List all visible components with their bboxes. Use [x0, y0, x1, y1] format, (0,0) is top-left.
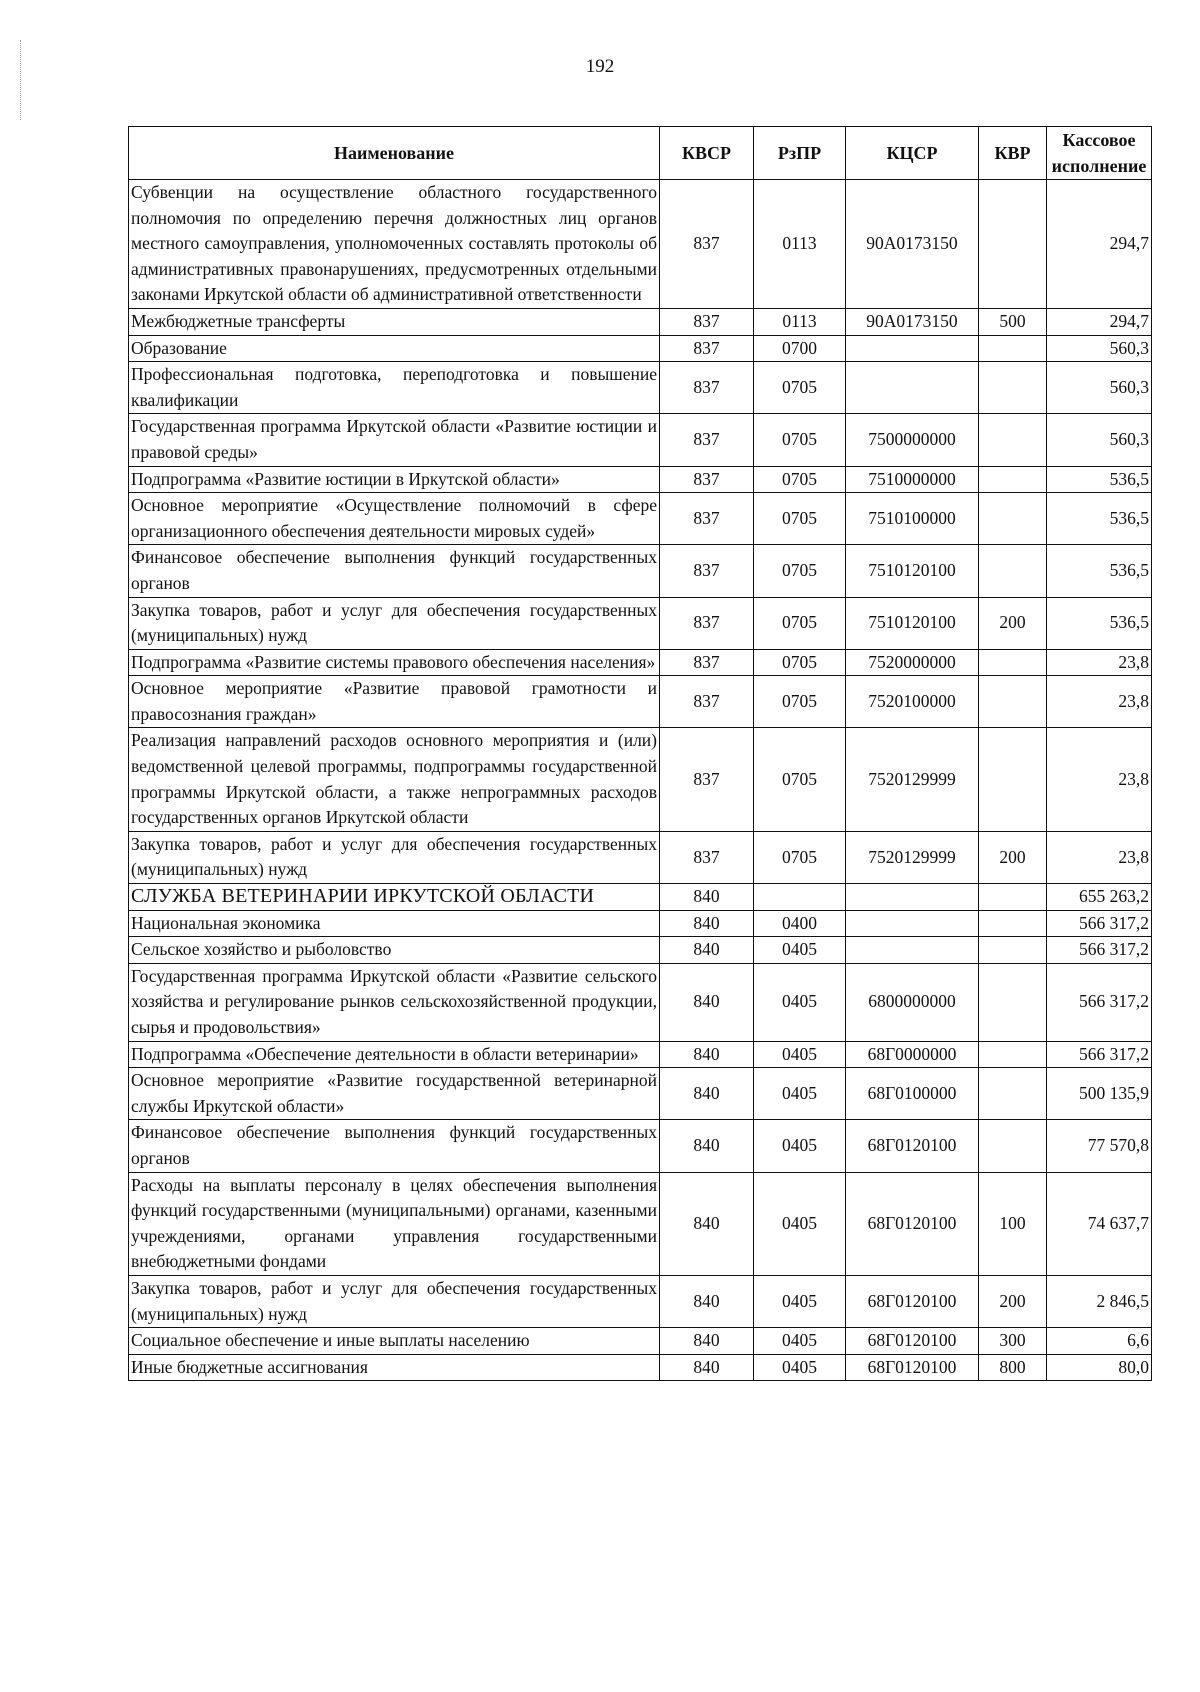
row-sum: 80,0: [1047, 1354, 1152, 1381]
row-name: Расходы на выплаты персоналу в целях обеспечения выполнения функций государственными (муниципальными) органами, казенными учреждениями, органами управления государственными внебюджетными фондами: [129, 1172, 660, 1275]
row-name: Основное мероприятие «Развитие правовой грамотности и правосознания граждан»: [129, 676, 660, 728]
table-row: [129, 831, 1152, 883]
row-kvr: [979, 335, 1047, 362]
table-body: [129, 180, 1152, 1381]
row-kcsr: 7510120100: [846, 597, 979, 649]
row-rzpr: 0405: [754, 963, 846, 1041]
row-name: Образование: [129, 335, 660, 362]
row-kvsr: 837: [660, 414, 754, 466]
table-row: [129, 1068, 1152, 1120]
row-rzpr: 0700: [754, 335, 846, 362]
row-sum: 566 317,2: [1047, 963, 1152, 1041]
row-kvsr: 840: [660, 1120, 754, 1172]
row-name: Финансовое обеспечение выполнения функций государственных органов: [129, 545, 660, 597]
row-rzpr: 0405: [754, 1068, 846, 1120]
table-row: [129, 362, 1152, 414]
row-rzpr: 0705: [754, 545, 846, 597]
header-sum: Кассовое исполнение: [1047, 127, 1152, 180]
row-name: Иные бюджетные ассигнования: [129, 1354, 660, 1381]
row-kvr: [979, 414, 1047, 466]
row-kcsr: [846, 910, 979, 937]
row-kcsr: 90А0173150: [846, 308, 979, 335]
row-rzpr: 0705: [754, 831, 846, 883]
row-sum: 566 317,2: [1047, 910, 1152, 937]
row-name: Субвенции на осуществление областного государственного полномочия по определению перечня должностных лиц органов местного самоуправления, уполномоченных составлять протоколы об административных правонарушениях, предусмотренных отдельными законами Иркутской области об административной ответственности: [129, 180, 660, 309]
table-row: [129, 1328, 1152, 1355]
header-rzpr: РзПР: [754, 127, 846, 180]
row-sum: 6,6: [1047, 1328, 1152, 1355]
row-name: Национальная экономика: [129, 910, 660, 937]
row-kcsr: 7520129999: [846, 831, 979, 883]
row-rzpr: 0705: [754, 362, 846, 414]
row-rzpr: 0705: [754, 649, 846, 676]
row-rzpr: 0405: [754, 1275, 846, 1327]
table-header-row: [129, 127, 1152, 180]
row-kvr: [979, 545, 1047, 597]
row-kcsr: 68Г0120100: [846, 1328, 979, 1355]
row-kvsr: 840: [660, 1354, 754, 1381]
row-kvr: 500: [979, 308, 1047, 335]
row-name: Профессиональная подготовка, переподготовка и повышение квалификации: [129, 362, 660, 414]
row-name: Социальное обеспечение и иные выплаты населению: [129, 1328, 660, 1355]
row-sum: 536,5: [1047, 466, 1152, 493]
row-sum: 23,8: [1047, 728, 1152, 831]
table-row: [129, 180, 1152, 309]
row-sum: 294,7: [1047, 180, 1152, 309]
row-kvr: [979, 884, 1047, 911]
row-rzpr: 0405: [754, 1328, 846, 1355]
row-name: Государственная программа Иркутской области «Развитие сельского хозяйства и регулирование рынков сельскохозяйственной продукции, сырья и продовольствия»: [129, 963, 660, 1041]
row-kvr: [979, 963, 1047, 1041]
row-kvsr: 837: [660, 597, 754, 649]
row-name: Подпрограмма «Развитие системы правового обеспечения населения»: [129, 649, 660, 676]
row-sum: 294,7: [1047, 308, 1152, 335]
scan-margin-marks: [20, 40, 23, 120]
table-row: [129, 1172, 1152, 1275]
header-kcsr: КЦСР: [846, 127, 979, 180]
row-sum: 77 570,8: [1047, 1120, 1152, 1172]
row-sum: 23,8: [1047, 831, 1152, 883]
table-row: [129, 308, 1152, 335]
table-row: [129, 937, 1152, 964]
row-kvsr: 837: [660, 335, 754, 362]
row-kvsr: 840: [660, 1068, 754, 1120]
row-kvr: [979, 466, 1047, 493]
row-sum: 2 846,5: [1047, 1275, 1152, 1327]
row-kvsr: 840: [660, 937, 754, 964]
row-name: Подпрограмма «Развитие юстиции в Иркутской области»: [129, 466, 660, 493]
row-kcsr: 7510100000: [846, 493, 979, 545]
row-rzpr: 0705: [754, 493, 846, 545]
row-kcsr: 68Г0120100: [846, 1172, 979, 1275]
row-kcsr: 7520100000: [846, 676, 979, 728]
row-kvr: 100: [979, 1172, 1047, 1275]
row-rzpr: 0113: [754, 180, 846, 309]
row-rzpr: [754, 884, 846, 911]
row-kcsr: 68Г0120100: [846, 1354, 979, 1381]
row-kvsr: 837: [660, 466, 754, 493]
row-kvr: 200: [979, 831, 1047, 883]
table-row: [129, 1354, 1152, 1381]
table-row: [129, 676, 1152, 728]
row-sum: 536,5: [1047, 545, 1152, 597]
row-sum: 536,5: [1047, 493, 1152, 545]
row-name: Государственная программа Иркутской области «Развитие юстиции и правовой среды»: [129, 414, 660, 466]
row-kvsr: 837: [660, 493, 754, 545]
row-rzpr: 0705: [754, 466, 846, 493]
row-sum: 566 317,2: [1047, 937, 1152, 964]
row-rzpr: 0405: [754, 1354, 846, 1381]
row-sum: 500 135,9: [1047, 1068, 1152, 1120]
header-name: Наименование: [129, 127, 660, 180]
row-kvr: 200: [979, 1275, 1047, 1327]
row-name: Закупка товаров, работ и услуг для обеспечения государственных (муниципальных) нужд: [129, 831, 660, 883]
row-kvsr: 840: [660, 1275, 754, 1327]
table-row: [129, 728, 1152, 831]
table-row: [129, 493, 1152, 545]
row-sum: 560,3: [1047, 414, 1152, 466]
row-kvsr: 837: [660, 362, 754, 414]
row-name: Финансовое обеспечение выполнения функций государственных органов: [129, 1120, 660, 1172]
row-kvr: [979, 910, 1047, 937]
row-kvsr: 837: [660, 545, 754, 597]
row-kvsr: 840: [660, 1041, 754, 1068]
table-row: [129, 910, 1152, 937]
row-name: Основное мероприятие «Осуществление полномочий в сфере организационного обеспечения деятельности мировых судей»: [129, 493, 660, 545]
row-kvsr: 840: [660, 1172, 754, 1275]
row-name: СЛУЖБА ВЕТЕРИНАРИИ ИРКУТСКОЙ ОБЛАСТИ: [129, 884, 660, 911]
row-kvsr: 837: [660, 728, 754, 831]
table-row: [129, 649, 1152, 676]
row-kcsr: 7520000000: [846, 649, 979, 676]
row-kvsr: 840: [660, 1328, 754, 1355]
row-kvr: [979, 649, 1047, 676]
row-kvr: [979, 180, 1047, 309]
row-kvr: [979, 676, 1047, 728]
row-kvr: [979, 493, 1047, 545]
row-name: Подпрограмма «Обеспечение деятельности в области ветеринарии»: [129, 1041, 660, 1068]
row-sum: 655 263,2: [1047, 884, 1152, 911]
row-kcsr: 68Г0120100: [846, 1120, 979, 1172]
row-kvr: 200: [979, 597, 1047, 649]
table-row: [129, 414, 1152, 466]
table-row: [129, 545, 1152, 597]
row-kcsr: 68Г0120100: [846, 1275, 979, 1327]
row-name: Сельское хозяйство и рыболовство: [129, 937, 660, 964]
row-kcsr: 6800000000: [846, 963, 979, 1041]
table-row: [129, 597, 1152, 649]
row-kcsr: 7500000000: [846, 414, 979, 466]
row-kvr: [979, 362, 1047, 414]
row-kvr: [979, 937, 1047, 964]
row-kcsr: 90А0173150: [846, 180, 979, 309]
row-kvr: 800: [979, 1354, 1047, 1381]
row-rzpr: 0400: [754, 910, 846, 937]
row-kvsr: 840: [660, 963, 754, 1041]
row-kcsr: 7510000000: [846, 466, 979, 493]
row-rzpr: 0405: [754, 937, 846, 964]
row-sum: 560,3: [1047, 362, 1152, 414]
row-kvr: [979, 728, 1047, 831]
row-kcsr: [846, 335, 979, 362]
table-row: [129, 1120, 1152, 1172]
row-kcsr: 7510120100: [846, 545, 979, 597]
row-kvsr: 840: [660, 910, 754, 937]
row-sum: 566 317,2: [1047, 1041, 1152, 1068]
row-kcsr: [846, 884, 979, 911]
row-kcsr: 68Г0100000: [846, 1068, 979, 1120]
row-name: Закупка товаров, работ и услуг для обеспечения государственных (муниципальных) нужд: [129, 1275, 660, 1327]
row-kvsr: 837: [660, 308, 754, 335]
row-sum: 74 637,7: [1047, 1172, 1152, 1275]
row-sum: 560,3: [1047, 335, 1152, 362]
row-kvsr: 837: [660, 831, 754, 883]
table-row: [129, 963, 1152, 1041]
row-rzpr: 0405: [754, 1172, 846, 1275]
row-kcsr: [846, 362, 979, 414]
row-sum: 536,5: [1047, 597, 1152, 649]
header-kvr: КВР: [979, 127, 1047, 180]
table-row: [129, 1275, 1152, 1327]
row-kvsr: 840: [660, 884, 754, 911]
table-row: [129, 884, 1152, 911]
row-kvr: [979, 1068, 1047, 1120]
row-rzpr: 0113: [754, 308, 846, 335]
row-rzpr: 0705: [754, 414, 846, 466]
row-name: Межбюджетные трансферты: [129, 308, 660, 335]
header-kvsr: КВСР: [660, 127, 754, 180]
page-number: 192: [585, 56, 615, 77]
row-name: Основное мероприятие «Развитие государственной ветеринарной службы Иркутской области»: [129, 1068, 660, 1120]
row-kcsr: 7520129999: [846, 728, 979, 831]
row-kcsr: 68Г0000000: [846, 1041, 979, 1068]
row-name: Закупка товаров, работ и услуг для обеспечения государственных (муниципальных) нужд: [129, 597, 660, 649]
row-rzpr: 0705: [754, 728, 846, 831]
row-rzpr: 0405: [754, 1041, 846, 1068]
row-kvr: 300: [979, 1328, 1047, 1355]
row-kvsr: 837: [660, 649, 754, 676]
row-kvsr: 837: [660, 180, 754, 309]
row-kvr: [979, 1041, 1047, 1068]
row-rzpr: 0705: [754, 676, 846, 728]
row-kvsr: 837: [660, 676, 754, 728]
table-row: [129, 335, 1152, 362]
row-rzpr: 0405: [754, 1120, 846, 1172]
table-row: [129, 466, 1152, 493]
row-kcsr: [846, 937, 979, 964]
table-row: [129, 1041, 1152, 1068]
row-rzpr: 0705: [754, 597, 846, 649]
budget-table: [128, 126, 1152, 1381]
row-name: Реализация направлений расходов основного мероприятия и (или) ведомственной целевой программы, подпрограммы государственной программы Иркутской области, а также непрограммных расходов государственных органов Иркутской области: [129, 728, 660, 831]
row-sum: 23,8: [1047, 649, 1152, 676]
row-kvr: [979, 1120, 1047, 1172]
row-sum: 23,8: [1047, 676, 1152, 728]
